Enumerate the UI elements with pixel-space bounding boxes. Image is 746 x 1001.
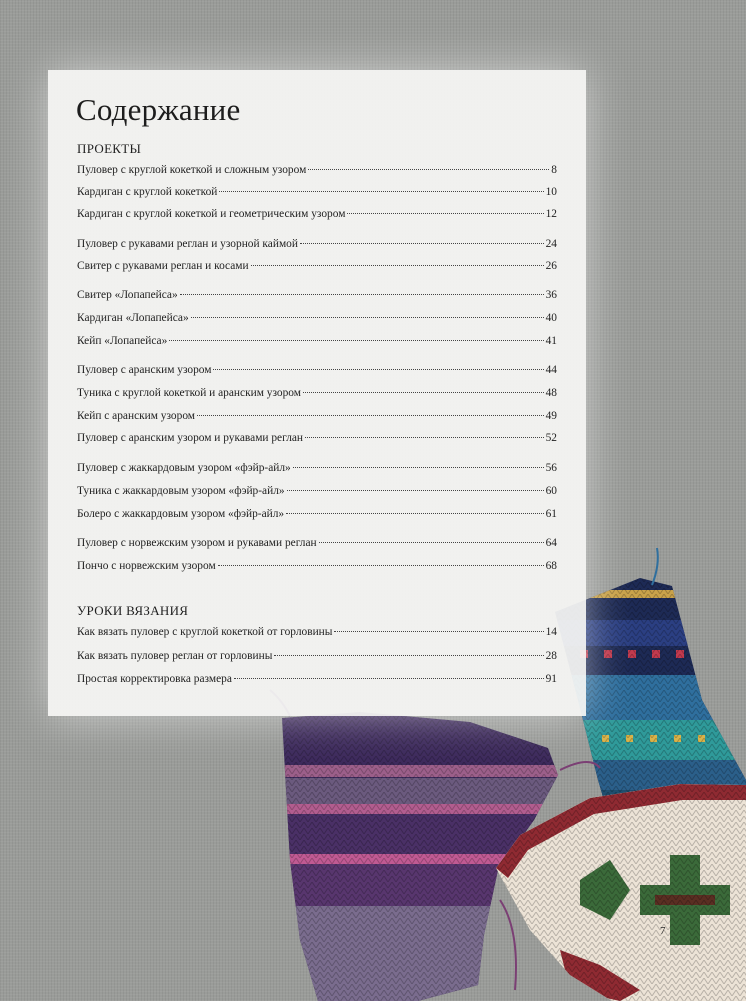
toc-entry[interactable]	[77, 289, 557, 305]
entry-title: Болеро с жаккардовым узором «фэйр-айл»	[77, 508, 285, 520]
toc-entry[interactable]	[77, 485, 557, 501]
entry-title: Пуловер с аранским узором	[77, 364, 212, 376]
toc-entry[interactable]	[77, 260, 557, 276]
toc-entry[interactable]	[77, 508, 557, 524]
dot-leader	[219, 191, 543, 192]
entry-page: 10	[545, 186, 557, 198]
entry-title: Как вязать пуловер с круглой кокеткой от горловины	[77, 626, 333, 638]
entry-page: 40	[545, 312, 557, 324]
entry-page: 64	[545, 537, 557, 549]
dot-leader	[169, 340, 543, 341]
dot-leader	[213, 369, 543, 370]
dot-leader	[293, 467, 544, 468]
entry-title: Кардиган с круглой кокеткой	[77, 186, 218, 198]
entry-page: 41	[545, 335, 557, 347]
toc-entry[interactable]	[77, 537, 557, 553]
dot-leader	[251, 265, 544, 266]
toc-entry[interactable]	[77, 387, 557, 403]
toc-entry[interactable]	[77, 673, 557, 689]
entry-title: Туника с круглой кокеткой и аранским узором	[77, 387, 301, 399]
dot-leader	[300, 243, 544, 244]
entry-page: 52	[545, 432, 557, 444]
toc-entry[interactable]	[77, 560, 557, 576]
contents-panel	[48, 70, 586, 716]
entry-page: 28	[545, 650, 557, 662]
toc-entry[interactable]	[77, 626, 557, 642]
entry-page: 91	[545, 673, 557, 685]
page-number: 7	[660, 925, 666, 937]
toc-entry[interactable]	[77, 312, 557, 328]
section-heading-lessons: УРОКИ ВЯЗАНИЯ	[77, 603, 189, 618]
toc-entry[interactable]	[77, 164, 557, 180]
entry-page: 56	[545, 462, 557, 474]
entry-page: 61	[545, 508, 557, 520]
entry-title: Пуловер с круглой кокеткой и сложным узором	[77, 164, 307, 176]
dot-leader	[334, 631, 543, 632]
entry-title: Как вязать пуловер реглан от горловины	[77, 650, 273, 662]
dot-leader	[197, 415, 544, 416]
entry-title: Пуловер с норвежским узором и рукавами реглан	[77, 537, 317, 549]
dot-leader	[218, 565, 544, 566]
entry-page: 49	[545, 410, 557, 422]
dot-leader	[234, 678, 544, 679]
entry-title: Пуловер с аранским узором и рукавами реглан	[77, 432, 304, 444]
entry-title: Кардиган с круглой кокеткой и геометрическим узором	[77, 208, 346, 220]
dot-leader	[180, 294, 544, 295]
toc-entry[interactable]	[77, 186, 557, 202]
toc-entry[interactable]	[77, 208, 557, 224]
toc-entry[interactable]	[77, 364, 557, 380]
entry-title: Кардиган «Лопапейса»	[77, 312, 189, 324]
entry-title: Туника с жаккардовым узором «фэйр-айл»	[77, 485, 285, 497]
dot-leader	[274, 655, 543, 656]
toc-entry[interactable]	[77, 650, 557, 666]
entry-title: Пончо с норвежским узором	[77, 560, 216, 572]
entry-page: 14	[545, 626, 557, 638]
dot-leader	[191, 317, 544, 318]
dot-leader	[319, 542, 544, 543]
entry-title: Кейп с аранским узором	[77, 410, 196, 422]
entry-page: 36	[545, 289, 557, 301]
page-title: Содержание	[76, 92, 241, 127]
dot-leader	[303, 392, 544, 393]
toc-entry[interactable]	[77, 462, 557, 478]
entry-title: Свитер с рукавами реглан и косами	[77, 260, 249, 272]
entry-page: 48	[545, 387, 557, 399]
dot-leader	[286, 513, 544, 514]
dot-leader	[347, 213, 543, 214]
entry-page: 60	[545, 485, 557, 497]
toc-entry[interactable]	[77, 238, 557, 254]
section-heading-projects: ПРОЕКТЫ	[77, 141, 142, 156]
entry-page: 12	[545, 208, 557, 220]
entry-page: 68	[545, 560, 557, 572]
toc-entry[interactable]	[77, 432, 557, 448]
toc-entry[interactable]	[77, 335, 557, 351]
toc-entry[interactable]	[77, 410, 557, 426]
dot-leader	[305, 437, 544, 438]
entry-page: 26	[545, 260, 557, 272]
entry-page: 24	[545, 238, 557, 250]
dot-leader	[308, 169, 549, 170]
entry-title: Простая корректировка размера	[77, 673, 232, 685]
entry-page: 8	[551, 164, 557, 176]
entry-title: Пуловер с рукавами реглан и узорной каймой	[77, 238, 298, 250]
entry-page: 44	[545, 364, 557, 376]
entry-title: Пуловер с жаккардовым узором «фэйр-айл»	[77, 462, 291, 474]
entry-title: Кейп «Лопапейса»	[77, 335, 168, 347]
dot-leader	[287, 490, 544, 491]
entry-title: Свитер «Лопапейса»	[77, 289, 178, 301]
